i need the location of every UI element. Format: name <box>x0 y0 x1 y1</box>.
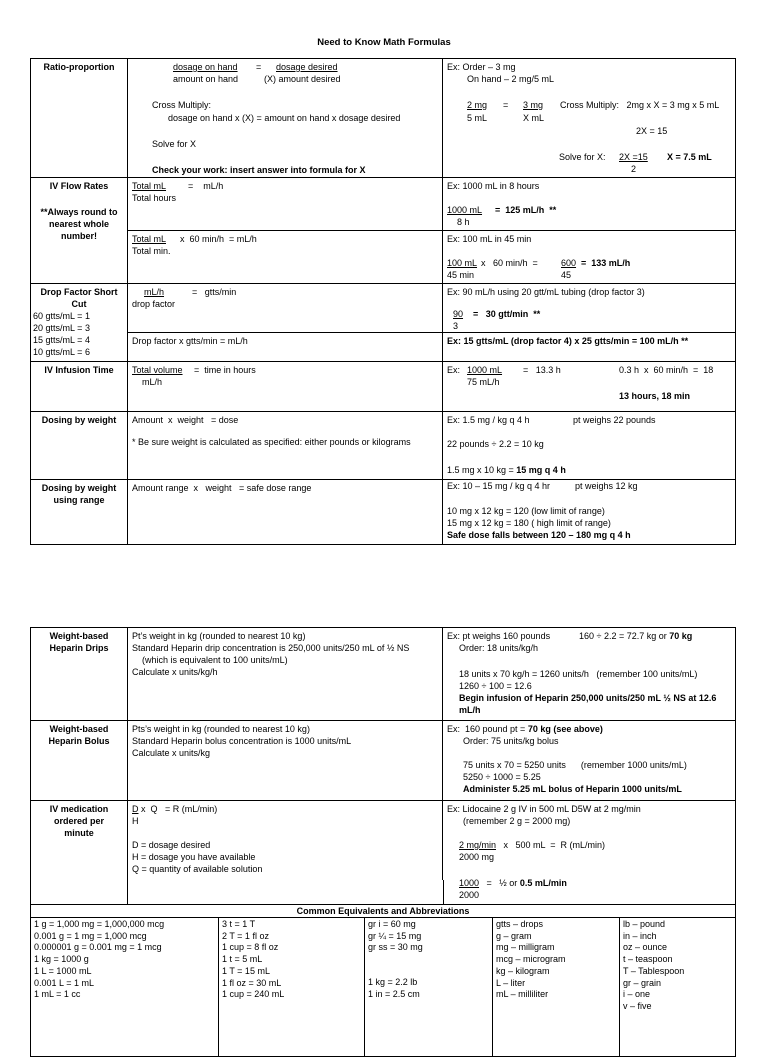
equivalent-item: gr ss = 30 mg <box>368 942 423 953</box>
example-text: Ex: 15 gtts/mL (drop factor 4) x 25 gtts/min = 100 mL/h ** <box>447 336 689 346</box>
example-text: 1000 = ½ or 0.5 mL/min <box>459 878 567 888</box>
formula-text: x 60 min/h = mL/h <box>180 234 257 244</box>
equivalent-item: mL – milliliter <box>496 989 549 1000</box>
equivalents-col-2 <box>218 918 364 1056</box>
formula-text: Total hours <box>132 193 177 203</box>
equivalent-item: 2 T = 1 fl oz <box>222 930 269 941</box>
formula-text: Calculate x units/kg <box>132 748 211 758</box>
example-text: Ex: 1.5 mg / kg q 4 h <box>447 415 530 425</box>
example-text: 1000 mL <box>447 205 483 215</box>
example-text: pt weighs 22 pounds <box>573 415 656 425</box>
row-label: Dosing by weight <box>41 415 117 425</box>
example-text: = 125 mL/h ** <box>495 205 557 215</box>
equivalents-col-1 <box>31 918 218 1056</box>
example-text: Ex: <box>447 365 461 375</box>
formula-table-1 <box>30 58 736 545</box>
example-text: = 30 gtt/min ** <box>473 309 541 319</box>
fraction-denominator: (X) amount desired <box>264 74 341 84</box>
example-text: x 60 min/h = <box>481 258 538 268</box>
example-text: 2X =15 <box>619 152 648 162</box>
example-text: 22 pounds ÷ 2.2 = 10 kg <box>447 439 544 449</box>
equivalent-item: oz – ounce <box>623 942 668 953</box>
formula-text: Standard Heparin bolus concentration is 1000 units/mL <box>132 736 352 746</box>
equivalent-item: mcg – microgram <box>496 954 566 965</box>
formula-text: Amount range x weight = safe dose range <box>132 483 312 493</box>
equivalent-item: 0.001 g = 1 mg = 1,000 mcg <box>34 930 147 941</box>
example-text: Ex: pt weighs 160 pounds <box>447 631 551 641</box>
example-text: 600 <box>561 258 577 268</box>
formula-text: Pts’s weight in kg (rounded to nearest 10 kg) <box>132 724 310 734</box>
example-text: 1000 mL <box>467 365 503 375</box>
row-ratio-proportion <box>31 59 735 177</box>
example-text: 75 units x 70 = 5250 units (remember 1000 units/mL) <box>463 760 687 770</box>
row-label: Weight-based Heparin Drips <box>49 631 109 653</box>
example-text: Ex: 90 mL/h using 20 gtt/mL tubing (drop factor 3) <box>447 287 645 297</box>
formula-text: Total mL <box>132 234 167 244</box>
formula-cell <box>127 801 442 880</box>
example-cell <box>442 59 735 177</box>
equivalent-item: 1 L = 1000 mL <box>34 965 92 976</box>
formula-text: H = dosage you have available <box>132 852 256 862</box>
equivalent-item: L – liter <box>496 977 526 988</box>
row-label-note: 15 gtts/mL = 4 <box>33 335 90 345</box>
formula-text: = mL/h <box>188 181 224 191</box>
example-text: 160 ÷ 2.2 = 72.7 kg or 70 kg <box>579 631 693 641</box>
example-text: 3 <box>453 321 459 331</box>
example-cell <box>442 480 735 544</box>
example-text: Ex: Order – 3 mg <box>447 62 516 72</box>
example-text: = 133 mL/h <box>581 258 631 268</box>
example-text: 1.5 mg x 10 kg = 15 mg q 4 h <box>447 465 566 475</box>
formula-cell <box>127 284 442 361</box>
example-text: 90 <box>453 309 464 319</box>
example-text: 45 min <box>447 270 475 280</box>
row-label: Ratio-proportion <box>43 62 115 72</box>
example-text: 2X = 15 <box>636 126 668 136</box>
equivalent-item: 1 mL = 1 cc <box>34 989 81 1000</box>
formula-cell <box>127 59 442 177</box>
equivalent-item: g – gram <box>496 930 532 941</box>
example-text: 18 units x 70 kg/h = 1260 units/h (remember 100 units/mL) <box>459 669 698 679</box>
equivalent-item: T – Tablespoon <box>623 965 685 976</box>
example-b <box>443 332 735 361</box>
formula-text: Amount x weight = dose <box>132 415 239 425</box>
formula-cell <box>127 628 442 720</box>
equivalent-item: in – inch <box>623 930 657 941</box>
example-text: 100 mL <box>447 258 478 268</box>
equivalents-col-4 <box>492 918 619 1056</box>
fraction-denominator: amount on hand <box>173 74 239 84</box>
example-text: = 13.3 h <box>523 365 561 375</box>
equivalent-item: i – one <box>623 989 651 1000</box>
formula-text: mL/h <box>142 377 163 387</box>
equivalent-item: mg – milligram <box>496 942 555 953</box>
example-text: 2000 mg <box>459 852 495 862</box>
fraction-numerator: dosage desired <box>276 62 338 72</box>
equivalent-item: 1 fl oz = 30 mL <box>222 977 282 988</box>
formula-a <box>128 284 442 332</box>
formula-text: Check your work: insert answer into formula for X <box>152 165 366 175</box>
equivalent-item: t – teaspoon <box>623 954 673 965</box>
formula-text: Total min. <box>132 246 171 256</box>
example-text: 1260 ÷ 100 = 12.6 <box>459 681 532 691</box>
equivalent-item: 0.000001 g = 0.001 mg = 1 mcg <box>34 942 162 953</box>
example-cell <box>442 284 735 361</box>
example-cell <box>442 801 735 900</box>
equivalent-item: kg – kilogram <box>496 965 550 976</box>
equivalent-item: v – five <box>623 1000 652 1011</box>
example-text: 3 mg <box>523 100 544 110</box>
example-cell <box>442 721 735 800</box>
formula-table-2 <box>30 627 736 1057</box>
equivalents-col-3 <box>364 918 492 1056</box>
example-text: 5 mL <box>467 113 488 123</box>
equivalents-row <box>31 917 735 1056</box>
example-text: 0.3 h x 60 min/h = 18 <box>619 365 714 375</box>
example-text: Safe dose falls between 120 – 180 mg q 4 h <box>447 530 631 540</box>
formula-text: (which is equivalent to 100 units/mL) <box>142 655 288 665</box>
formula-text: Total mL <box>132 181 167 191</box>
row-label-note: 10 gtts/mL = 6 <box>33 347 90 357</box>
row-drop-factor <box>31 283 735 361</box>
formula-text: = time in hours <box>194 365 256 375</box>
example-text: 2 mg/min x 500 mL = R (mL/min) <box>459 840 605 850</box>
example-text: 2000 <box>459 890 480 900</box>
example-text: Cross Multiply: 2mg x X = 3 mg x 5 mL <box>560 100 720 110</box>
example-text: 5250 ÷ 1000 = 5.25 <box>463 772 541 782</box>
equals-sign: = <box>256 62 262 72</box>
example-text: Order: 18 units/kg/h <box>459 643 539 653</box>
example-text: Ex: 160 pound pt = 70 kg (see above) <box>447 724 603 734</box>
example-cell <box>442 412 735 479</box>
formula-a <box>128 178 442 230</box>
row-label-title: IV Flow Rates <box>49 181 109 191</box>
example-text: Ex: 10 – 15 mg / kg q 4 hr <box>447 481 551 491</box>
row-label-title: Drop Factor Short Cut <box>40 287 118 309</box>
row-iv-medication-per-minute <box>31 800 735 900</box>
example-cell <box>442 178 735 283</box>
example-text: Ex: Lidocaine 2 g IV in 500 mL D5W at 2 mg/min <box>447 804 641 814</box>
formula-text: D x Q = R (mL/min) <box>132 804 218 814</box>
row-label-note: **Always round to nearest whole number! <box>40 207 118 241</box>
page-title: Need to Know Math Formulas <box>317 37 451 48</box>
equivalent-item: 1 g = 1,000 mg = 1,000,000 mcg <box>34 919 165 929</box>
formula-text: Q = quantity of available solution <box>132 864 263 874</box>
formula-text: Total volume <box>132 365 183 375</box>
row-label: IV medication ordered per minute <box>49 804 109 838</box>
example-text: = <box>503 100 509 110</box>
example-text: 8 h <box>457 217 470 227</box>
row-label-note: 20 gtts/mL = 3 <box>33 323 90 333</box>
equivalents-header: Common Equivalents and Abbreviations <box>31 904 735 917</box>
formula-text: Pt’s weight in kg (rounded to nearest 10 kg) <box>132 631 306 641</box>
formula-cell <box>127 412 442 479</box>
equivalent-item: 1 kg = 2.2 lb <box>368 977 418 988</box>
equivalent-item: 1 cup = 240 mL <box>222 989 285 1000</box>
formula-text: Drop factor x gtts/min = mL/h <box>132 336 248 346</box>
example-text: 15 mg x 12 kg = 180 ( high limit of range) <box>447 518 611 528</box>
example-text: X = 7.5 mL <box>667 152 712 162</box>
equivalent-item: 1 t = 5 mL <box>222 954 263 965</box>
example-a <box>443 178 735 230</box>
row-dosing-by-weight-range <box>31 479 735 544</box>
formula-text: Calculate x units/kg/h <box>132 667 218 677</box>
row-heparin-drips <box>31 628 735 720</box>
example-text: 13 hours, 18 min <box>619 391 691 401</box>
formula-cell <box>127 178 442 283</box>
formula-cell <box>127 721 442 800</box>
example-text: Begin infusion of Heparin 250,000 units/250 mL ½ NS at 12.6 mL/h <box>459 693 717 715</box>
formula-text: = gtts/min <box>192 287 237 297</box>
row-label: Dosing by weight using range <box>41 483 117 505</box>
example-text: X mL <box>523 113 545 123</box>
row-label <box>31 178 127 283</box>
equivalents-col-5 <box>619 918 735 1056</box>
row-spacer <box>31 880 735 904</box>
example-text: On hand – 2 mg/5 mL <box>467 74 555 84</box>
equivalent-item: gr ¼ = 15 mg <box>368 930 422 941</box>
example-text: 2 <box>631 164 637 174</box>
formula-text: dosage on hand x (X) = amount on hand x dosage desired <box>168 113 401 123</box>
row-iv-flow-rates <box>31 177 735 283</box>
example-text: 2 mg <box>467 100 488 110</box>
example-text: Solve for X: <box>559 152 606 162</box>
equivalent-item <box>368 954 489 966</box>
example-text: Administer 5.25 mL bolus of Heparin 1000 units/mL <box>463 784 682 794</box>
equivalent-item: 1 kg = 1000 g <box>34 954 89 965</box>
example-text: Ex: 100 mL in 45 min <box>447 234 532 244</box>
equivalent-item: 1 T = 15 mL <box>222 965 270 976</box>
equivalent-item: gr i = 60 mg <box>368 919 416 929</box>
equivalent-item: 1 cup = 8 fl oz <box>222 942 279 953</box>
equivalent-item: 1 in = 2.5 cm <box>368 989 420 1000</box>
formula-cell <box>127 362 442 411</box>
row-label: IV Infusion Time <box>44 365 114 375</box>
formula-note: * Be sure weight is calculated as specified: either pounds or kilograms <box>132 437 411 447</box>
formula-text: D = dosage desired <box>132 840 211 850</box>
equivalent-item: 0.001 L = 1 mL <box>34 977 94 988</box>
formula-text: H <box>132 816 139 826</box>
example-text: 45 <box>561 270 572 280</box>
equivalent-item: gr – grain <box>623 977 662 988</box>
equivalent-item <box>368 966 489 978</box>
example-b <box>443 230 735 283</box>
example-cell <box>442 628 735 720</box>
row-heparin-bolus <box>31 720 735 800</box>
example-text: Ex: 1000 mL in 8 hours <box>447 181 540 191</box>
row-label-note: 60 gtts/mL = 1 <box>33 311 90 321</box>
formula-text: Solve for X <box>152 139 197 149</box>
formula-b <box>128 332 442 361</box>
row-label: Weight-based Heparin Bolus <box>48 724 110 746</box>
formula-text: mL/h <box>144 287 165 297</box>
formula-b <box>128 230 442 283</box>
formula-text: Standard Heparin drip concentration is 250,000 units/250 mL of ½ NS <box>132 643 410 653</box>
row-dosing-by-weight <box>31 411 735 479</box>
example-text: pt weighs 12 kg <box>575 481 638 491</box>
example-text: 10 mg x 12 kg = 120 (low limit of range) <box>447 506 605 516</box>
example-text: 75 mL/h <box>467 377 500 387</box>
equivalent-item: 3 t = 1 T <box>222 919 256 929</box>
fraction-numerator: dosage on hand <box>173 62 238 72</box>
formula-text: Cross Multiply: <box>152 100 212 110</box>
formula-text: drop factor <box>132 299 176 309</box>
row-label <box>31 284 127 361</box>
example-text: Order: 75 units/kg bolus <box>463 736 559 746</box>
formula-cell <box>127 480 442 544</box>
example-cell <box>442 362 735 411</box>
example-a <box>443 284 735 332</box>
equivalent-item: lb – pound <box>623 919 666 929</box>
row-iv-infusion-time <box>31 361 735 411</box>
equivalent-item: gtts – drops <box>496 919 544 929</box>
example-text: (remember 2 g = 2000 mg) <box>463 816 571 826</box>
